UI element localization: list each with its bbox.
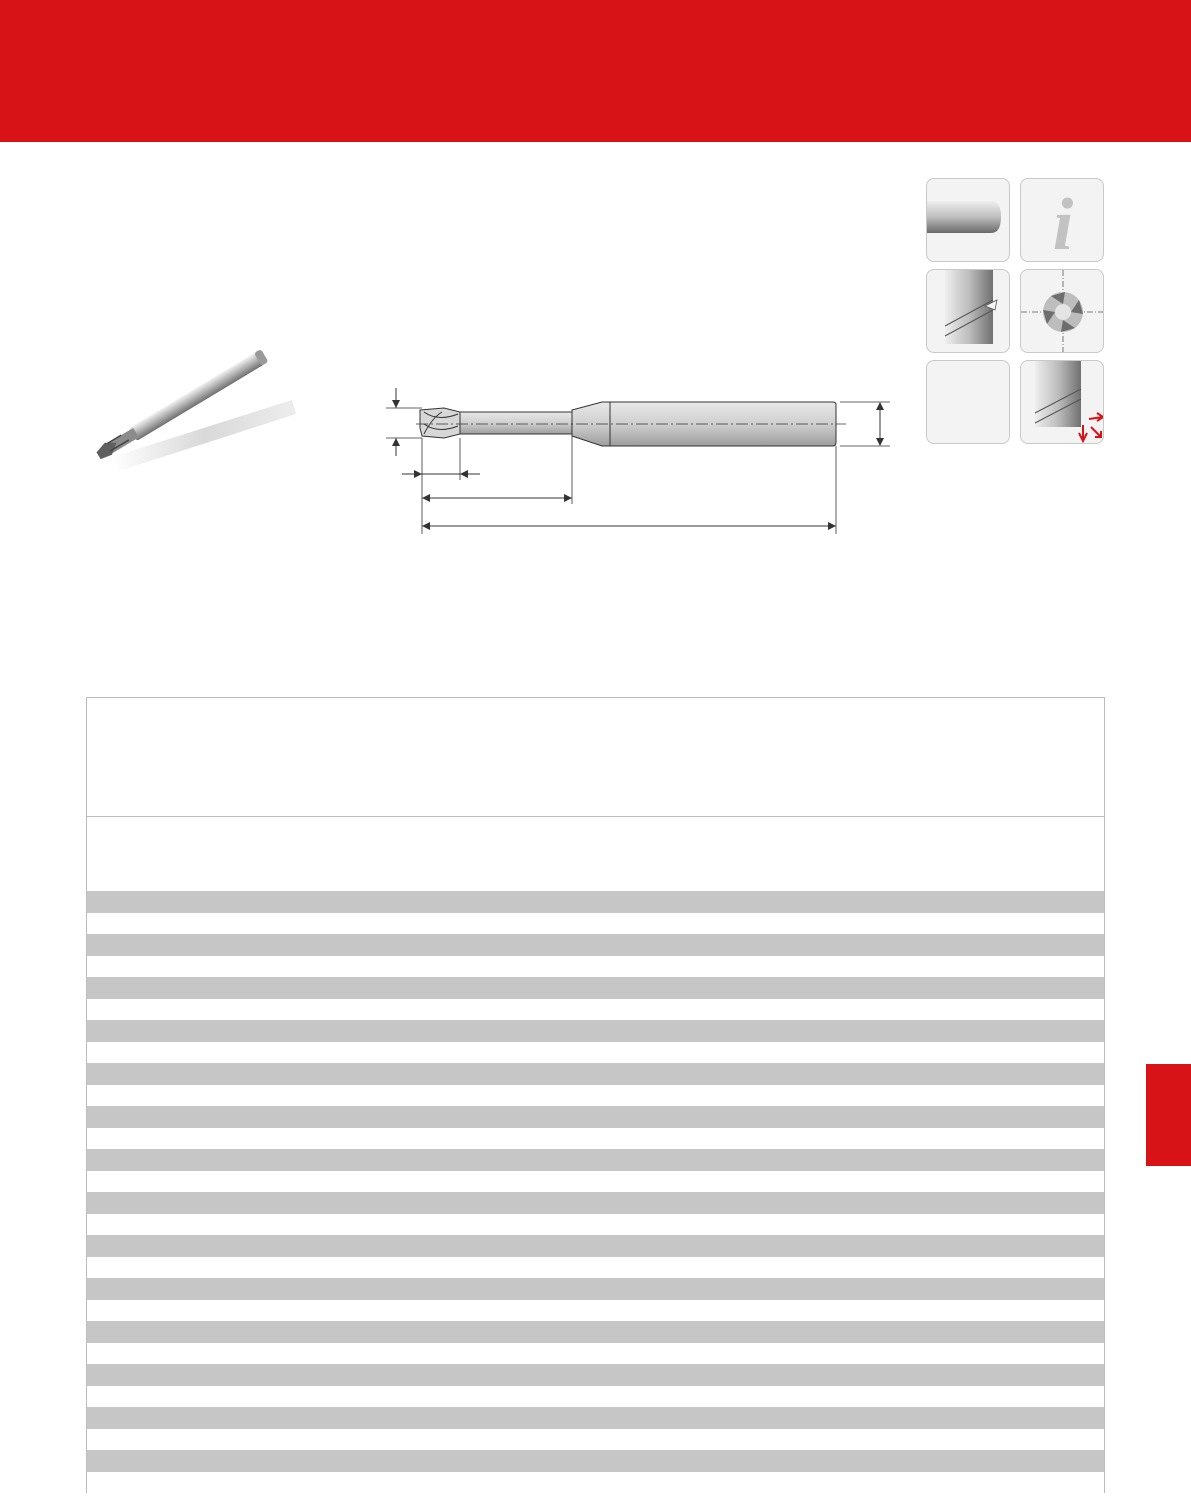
empty-tile: [926, 360, 1010, 444]
table-row: [87, 891, 1104, 913]
table-row: [87, 1257, 1104, 1279]
header-band: [0, 0, 1191, 142]
table-row: [87, 956, 1104, 978]
table-row: [87, 977, 1104, 999]
milling-direction-icon: [1020, 360, 1104, 444]
table-row: [87, 1106, 1104, 1128]
info-icon: [1020, 178, 1104, 262]
table-row: [87, 1321, 1104, 1343]
table-row: [87, 1450, 1104, 1472]
table-row: [87, 1300, 1104, 1322]
end-mill-photo: [82, 322, 314, 470]
table-row: [87, 1128, 1104, 1150]
table-row: [87, 1472, 1104, 1494]
svg-text:i: i: [1052, 184, 1074, 262]
product-table: [86, 697, 1105, 1493]
table-row: [87, 1364, 1104, 1386]
table-row: [87, 1386, 1104, 1408]
table-row: [87, 1278, 1104, 1300]
table-row: [87, 1042, 1104, 1064]
table-row: [87, 1149, 1104, 1171]
table-header-divider: [87, 816, 1104, 817]
table-row: [87, 1407, 1104, 1429]
table-row: [87, 1063, 1104, 1085]
straight-shank-icon: [926, 178, 1010, 262]
end-mill-dimension-drawing: [380, 378, 900, 544]
table-row: [87, 1235, 1104, 1257]
section-tab: [1146, 1064, 1191, 1166]
table-row: [87, 1192, 1104, 1214]
helix-angle-icon: [926, 269, 1010, 353]
flute-count-icon: [1020, 269, 1104, 353]
table-row: [87, 1020, 1104, 1042]
table-row: [87, 934, 1104, 956]
table-row: [87, 1343, 1104, 1365]
table-row: [87, 1429, 1104, 1451]
table-row: [87, 999, 1104, 1021]
table-row: [87, 1085, 1104, 1107]
table-row: [87, 1171, 1104, 1193]
table-row: [87, 913, 1104, 935]
table-row: [87, 1214, 1104, 1236]
